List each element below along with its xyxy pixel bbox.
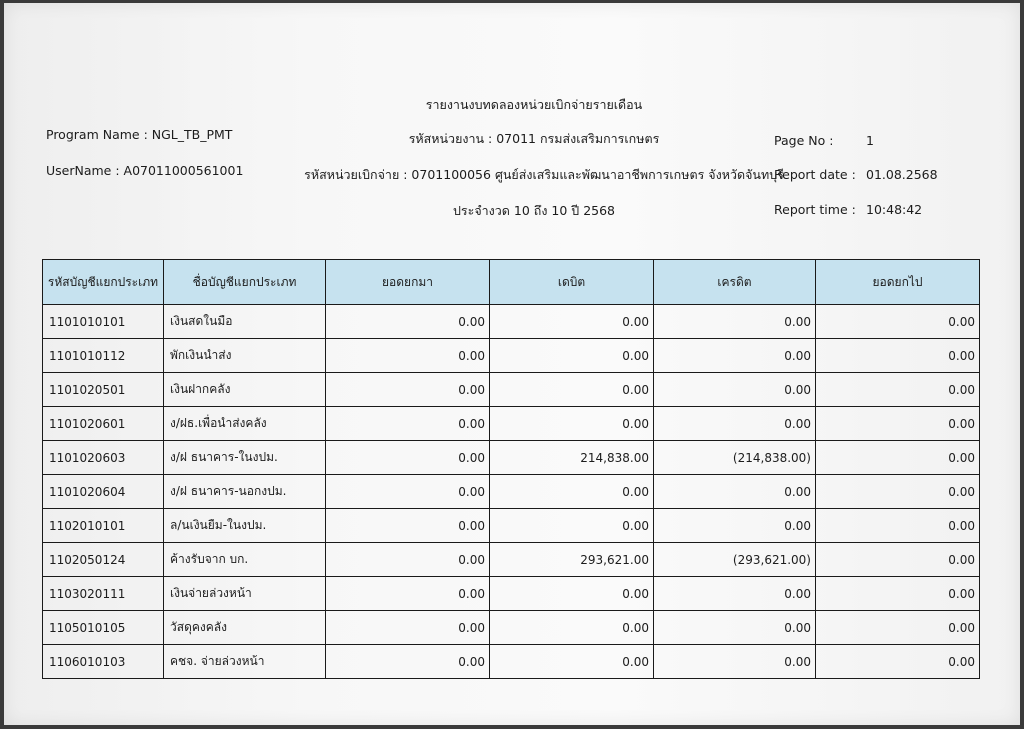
cell-account-name: ง/ฝ ธนาคาร-นอกงปม.: [164, 475, 326, 509]
cell-debit: 0.00: [490, 509, 654, 543]
program-name: Program Name : NGL_TB_PMT: [46, 127, 233, 142]
report-time-label: Report time :: [774, 202, 856, 217]
table-row: [43, 475, 980, 509]
cell-account-code: 1101020603: [43, 441, 164, 475]
cell-debit: 0.00: [490, 339, 654, 373]
cell-carried-forward: 0.00: [816, 407, 980, 441]
report-title: รายงานงบทดลองหน่วยเบิกจ่ายรายเดือน: [425, 97, 643, 112]
page-no-label: Page No :: [774, 133, 834, 148]
col-header-brought-forward: ยอดยกมา: [326, 260, 490, 305]
cell-account-name: พักเงินนำส่ง: [164, 339, 326, 373]
cell-credit: (293,621.00): [654, 543, 816, 577]
cell-credit: (214,838.00): [654, 441, 816, 475]
cell-debit: 0.00: [490, 373, 654, 407]
cell-debit: 0.00: [490, 407, 654, 441]
col-header-carried-forward: ยอดยกไป: [816, 260, 980, 305]
cell-account-name: ง/ฝธ.เพื่อนำส่งคลัง: [164, 407, 326, 441]
col-header-account-name: ชื่อบัญชีแยกประเภท: [164, 260, 326, 305]
cell-credit: 0.00: [654, 509, 816, 543]
cell-account-code: 1102010101: [43, 509, 164, 543]
cell-account-name: ค้างรับจาก บก.: [164, 543, 326, 577]
cell-account-code: 1101020604: [43, 475, 164, 509]
cell-credit: 0.00: [654, 645, 816, 679]
cell-debit: 0.00: [490, 611, 654, 645]
cell-account-code: 1103020111: [43, 577, 164, 611]
cell-brought-forward: 0.00: [326, 509, 490, 543]
cell-brought-forward: 0.00: [326, 305, 490, 339]
table-header-row: [43, 260, 980, 305]
cell-credit: 0.00: [654, 407, 816, 441]
cell-brought-forward: 0.00: [326, 611, 490, 645]
col-header-debit: เดบิต: [490, 260, 654, 305]
table-row: [43, 305, 980, 339]
report-page: [4, 3, 1020, 725]
table-row: [43, 339, 980, 373]
cell-account-code: 1101010112: [43, 339, 164, 373]
cell-brought-forward: 0.00: [326, 543, 490, 577]
report-time-value: 10:48:42: [866, 202, 923, 217]
cell-carried-forward: 0.00: [816, 509, 980, 543]
cell-account-name: เงินสดในมือ: [164, 305, 326, 339]
cell-carried-forward: 0.00: [816, 475, 980, 509]
cell-brought-forward: 0.00: [326, 645, 490, 679]
username: UserName : A07011000561001: [46, 163, 244, 178]
cell-credit: 0.00: [654, 305, 816, 339]
cell-carried-forward: 0.00: [816, 577, 980, 611]
cell-account-name: วัสดุคงคลัง: [164, 611, 326, 645]
page-no-value: 1: [866, 133, 874, 148]
cell-debit: 0.00: [490, 475, 654, 509]
cell-account-code: 1102050124: [43, 543, 164, 577]
cell-account-code: 1106010103: [43, 645, 164, 679]
table-row: [43, 543, 980, 577]
cell-account-code: 1101010101: [43, 305, 164, 339]
cell-account-name: ง/ฝ ธนาคาร-ในงปม.: [164, 441, 326, 475]
report-period: ประจำงวด 10 ถึง 10 ปี 2568: [452, 203, 616, 218]
report-date-value: 01.08.2568: [866, 167, 938, 182]
cell-carried-forward: 0.00: [816, 645, 980, 679]
table-row: [43, 407, 980, 441]
cell-account-name: เงินฝากคลัง: [164, 373, 326, 407]
cell-carried-forward: 0.00: [816, 373, 980, 407]
trial-balance-table: [42, 259, 980, 679]
agency-code: รหัสหน่วยงาน : 07011 กรมส่งเสริมการเกษตร: [408, 131, 660, 146]
table-row: [43, 509, 980, 543]
col-header-credit: เครดิต: [654, 260, 816, 305]
cell-debit: 0.00: [490, 577, 654, 611]
cell-credit: 0.00: [654, 475, 816, 509]
cell-debit: 214,838.00: [490, 441, 654, 475]
cell-brought-forward: 0.00: [326, 373, 490, 407]
cell-account-code: 1101020601: [43, 407, 164, 441]
cell-carried-forward: 0.00: [816, 339, 980, 373]
cell-credit: 0.00: [654, 577, 816, 611]
cell-brought-forward: 0.00: [326, 407, 490, 441]
cell-credit: 0.00: [654, 373, 816, 407]
cell-carried-forward: 0.00: [816, 305, 980, 339]
table-row: [43, 373, 980, 407]
cell-credit: 0.00: [654, 611, 816, 645]
cell-brought-forward: 0.00: [326, 339, 490, 373]
table-row: [43, 441, 980, 475]
cell-account-code: 1101020501: [43, 373, 164, 407]
cell-debit: 0.00: [490, 645, 654, 679]
cell-carried-forward: 0.00: [816, 543, 980, 577]
cell-brought-forward: 0.00: [326, 577, 490, 611]
cell-account-name: คชจ. จ่ายล่วงหน้า: [164, 645, 326, 679]
table-row: [43, 577, 980, 611]
disbursing-unit: รหัสหน่วยเบิกจ่าย : 0701100056 ศูนย์ส่งเสริมและพัฒนาอาชีพการเกษตร จังหวัดจันทบุรี: [304, 167, 784, 182]
report-date-label: Report date :: [774, 167, 856, 182]
cell-account-name: เงินจ่ายล่วงหน้า: [164, 577, 326, 611]
cell-brought-forward: 0.00: [326, 441, 490, 475]
cell-account-code: 1105010105: [43, 611, 164, 645]
table-row: [43, 645, 980, 679]
cell-brought-forward: 0.00: [326, 475, 490, 509]
col-header-account-code: รหัสบัญชีแยกประเภท: [43, 260, 164, 305]
cell-debit: 0.00: [490, 305, 654, 339]
cell-debit: 293,621.00: [490, 543, 654, 577]
cell-account-name: ล/นเงินยืม-ในงปม.: [164, 509, 326, 543]
cell-carried-forward: 0.00: [816, 611, 980, 645]
cell-credit: 0.00: [654, 339, 816, 373]
cell-carried-forward: 0.00: [816, 441, 980, 475]
table-row: [43, 611, 980, 645]
